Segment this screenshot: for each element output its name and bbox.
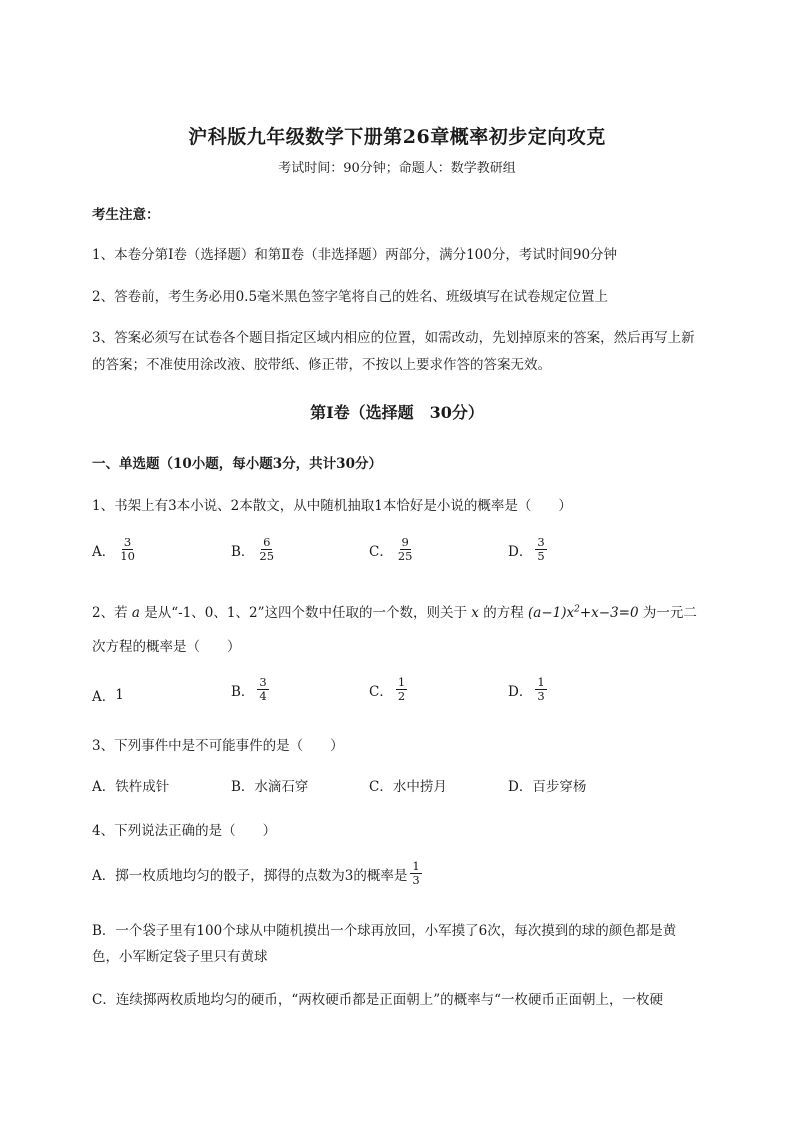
q1-option-b[interactable] [231,536,276,563]
option-label: A． [92,779,116,795]
numerator: 3 [123,535,132,549]
option-label: B． [231,779,255,795]
denominator: 25 [397,549,413,564]
option-label: B． [231,683,255,700]
q4-option-b[interactable]: B．一个袋子里有100个球从中随机摸出一个球再放回，小军摸了6次，每次摸到的球的颜色都是黄 [92,923,677,939]
q3-option-b[interactable] [231,775,308,795]
exponent: 2 [574,604,580,615]
option-text: 水滴石穿 [254,779,309,795]
question-1-stem: 1、书架上有3本小说、2本散文，从中随机抽取1本恰好是小说的概率是（ ） [92,498,572,514]
part-heading: 一、单选题（10小题，每小题3分，共计30分） [92,456,382,472]
denominator: 5 [537,549,545,564]
fraction [410,860,421,887]
numerator: 1 [397,675,406,689]
denominator: 3 [412,873,420,888]
option-label: C． [369,683,393,700]
q2-option-b[interactable] [231,676,269,703]
q1-option-d[interactable] [508,536,547,563]
option-text: 铁杵成针 [115,779,170,795]
option-text: 水中捞月 [392,779,447,795]
option-label: B． [231,543,255,560]
numerator: 6 [263,535,271,549]
notice-heading: 考生注意： [92,207,160,223]
q1-option-a[interactable] [92,536,137,563]
denominator: 3 [537,689,545,704]
denominator: 25 [259,549,275,564]
variable-x: x [471,605,479,621]
numerator: 9 [401,535,409,549]
fraction [118,536,137,563]
option-label: A． [92,689,116,705]
numerator: 1 [412,859,420,873]
notice-item: 1、本卷分第I卷（选择题）和第Ⅱ卷（非选择题）两部分，满分100分，考试时间90分钟 [92,247,618,263]
page-title: 沪科版九年级数学下册第26章概率初步定向攻克 [188,126,606,148]
equation-part: (a−1)x [528,605,575,621]
fraction [257,676,268,703]
option-text: 百步穿杨 [532,779,587,795]
option-label: D． [508,779,533,795]
exam-subtitle: 考试时间：90分钟；命题人：数学教研组 [278,161,516,176]
q3-option-d[interactable] [508,775,586,795]
fraction [257,536,276,563]
option-label: C． [369,779,393,795]
notice-item: 2、答卷前，考生务必用0.5毫米黑色签字笔将自己的姓名、班级填写在试卷规定位置上 [92,289,609,305]
option-label: A． [92,543,116,560]
q1-option-c[interactable] [369,536,414,563]
option-text: A．掷一枚质地均匀的骰子，掷得的点数为3的概率是 [92,867,408,884]
stem-text: 为一元二 [642,605,697,621]
q4-option-c[interactable]: C．连续掷两枚质地均匀的硬币，“两枚硬币都是正面朝上”的概率与“一枚硬币正面朝上，一枚硬 [92,992,664,1008]
option-label: D． [508,683,533,700]
fraction [535,536,546,563]
stem-text: 的方程 [483,605,524,621]
fraction [396,676,407,703]
q4-option-a[interactable] [92,860,422,887]
equation [528,605,639,621]
q2-option-a[interactable] [92,685,124,705]
option-value: 1 [115,687,124,703]
notice-item: 的答案；不准使用涂改液、胶带纸、修正带，不按以上要求作答的答案无效。 [92,357,551,373]
denominator: 2 [397,689,406,704]
question-4-stem: 4、下列说法正确的是（ ） [92,823,277,839]
stem-text: 2、若 [92,605,128,621]
fraction [535,676,546,703]
denominator: 4 [259,689,267,704]
q3-option-c[interactable] [369,775,447,795]
question-2-stem-line2: 次方程的概率是（ ） [92,639,241,655]
denominator: 10 [120,549,135,564]
q4-option-b-line2: 色，小军断定袋子里只有黄球 [92,949,268,965]
question-3-stem: 3、下列事件中是不可能事件的是（ ） [92,738,344,754]
numerator: 1 [537,675,545,689]
notice-item: 3、答案必须写在试卷各个题目指定区域内相应的位置，如需改动，先划掉原来的答案，然后再写上新 [92,330,695,346]
fraction [396,536,415,563]
q3-option-a[interactable] [92,775,169,795]
option-label: D． [508,543,533,560]
q2-option-c[interactable] [369,676,407,703]
option-label: C． [369,543,393,560]
numerator: 3 [259,675,267,689]
q2-option-d[interactable] [508,676,547,703]
question-2-stem [92,601,697,621]
equation-part: +x−3=0 [579,605,639,621]
variable-a: a [131,605,140,621]
stem-text: 是从“-1、0、1、2”这四个数中任取的一个数，则关于 [144,605,467,621]
numerator: 3 [537,535,545,549]
section-title: 第I卷（选择题 30分） [310,403,484,422]
